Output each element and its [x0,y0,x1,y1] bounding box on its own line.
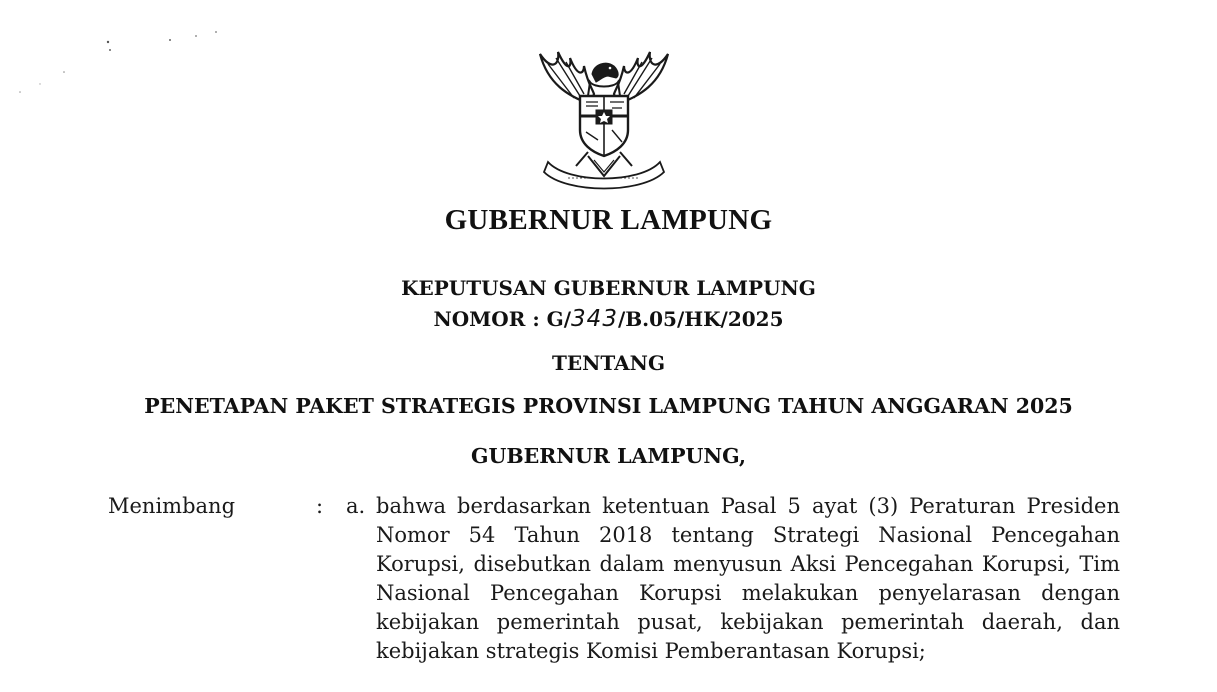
decree-number-handwritten: 343 [571,306,618,332]
considering-separator: : [316,494,324,518]
garuda-pancasila-emblem-icon [528,44,680,194]
decree-subject: PENETAPAN PAKET STRATEGIS PROVINSI LAMPUNG TAHUN ANGGARAN 2025 [144,394,1073,418]
considering-item-text: bahwa berdasarkan ketentuan Pasal 5 ayat (3) Peraturan Presiden Nomor 54 Tahun 2018 tentang Strategi Nasional Pencegahan Korupsi, disebutkan dalam menyusun Aksi Pencegahan Korupsi, Tim Nasional Pencegahan Korupsi melakukan penyelarasan dengan kebijakan pemerintah pusat, kebijakan pemerintah daerah, dan kebijakan strategis Komisi Pemberantasan Korupsi; [376,494,1120,663]
issuer-heading: GUBERNUR LAMPUNG, [470,444,747,468]
decree-number-label: NOMOR : G/ [433,307,572,331]
office-title: GUBERNUR LAMPUNG [444,204,773,236]
decree-title: KEPUTUSAN GUBERNUR LAMPUNG [401,276,816,300]
decree-number-suffix: /B.05/HK/2025 [617,307,784,331]
considering-item-marker: a. [346,494,366,518]
scan-artifact [0,0,230,110]
considering-label: Menimbang [108,494,236,518]
about-label: TENTANG [551,351,666,375]
decree-number [0,306,1217,332]
